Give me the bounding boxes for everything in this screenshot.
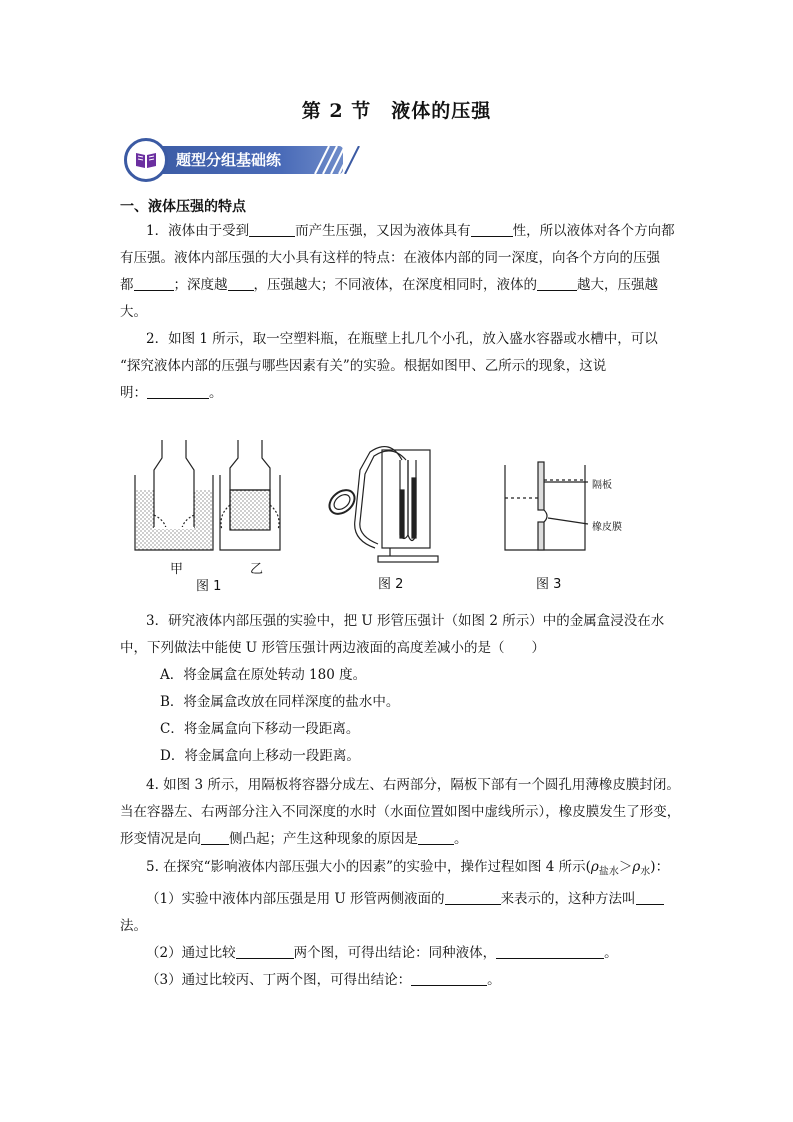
option-c[interactable]: C．将金属盒向下移动一段距离。 [160, 721, 360, 737]
figure-1-yi [220, 440, 280, 550]
subscript: 盐水 [598, 866, 619, 878]
figure-2-caption: 图 2 [378, 577, 404, 592]
question-5 [120, 854, 675, 994]
figure-1-caption: 图 1 [196, 579, 222, 594]
question-2 [120, 326, 675, 407]
text: 法。 [120, 917, 147, 934]
text: 当在容器左、右两部分注入不同深度的水时（水面位置如图中虚线所示），橡皮膜发生了形变， [120, 804, 681, 820]
option-b[interactable]: B．将金属盒改放在同样深度的盐水中。 [160, 694, 400, 710]
section-heading: 一、液体压强的特点 [120, 199, 246, 215]
text: 。 [487, 971, 501, 988]
book-icon [124, 138, 168, 182]
text: 而产生压强，又因为液体具有 [295, 223, 471, 239]
text: 1．液体由于受到 [146, 223, 250, 239]
text: 。 [454, 831, 468, 847]
text: 。 [209, 385, 223, 401]
rho-symbol: ρ [632, 859, 641, 875]
option-a[interactable]: A．将金属盒在原处转动 180 度。 [160, 667, 367, 683]
text: 性，所以液体对各个方向都 [512, 223, 675, 239]
answer-blank[interactable] [236, 944, 294, 959]
figure-1-jia-label: 甲 [170, 562, 184, 577]
text: “探究液体内部的压强与哪些因素有关”的实验。根据如图甲、乙所示的现象，这说 [120, 358, 607, 374]
answer-blank[interactable] [201, 831, 229, 846]
text: 4. 如图 3 所示，用隔板将容器分成左、右两部分，隔板下部有一个圆孔用薄橡皮膜封闭。 [146, 777, 680, 793]
answer-blank[interactable] [147, 385, 209, 400]
text: ＞ [618, 859, 633, 875]
text: ，压强越大；不同液体，在深度相同时，液体的 [253, 277, 537, 293]
text: （2）通过比较 [146, 944, 236, 961]
answer-blank[interactable] [228, 277, 254, 292]
question-1 [120, 218, 675, 326]
text: 3．研究液体内部压强的实验中，把 U 形管压强计（如图 2 所示）中的金属盒浸没在水 [146, 613, 665, 629]
text: 越大，压强越 [577, 277, 658, 293]
text: 两个图，可得出结论：同种液体， [293, 944, 497, 961]
rho-symbol: ρ [590, 859, 599, 875]
figures-row [120, 430, 680, 600]
text: （1）实验中液体内部压强是用 U 形管两侧液面的 [146, 890, 445, 907]
answer-blank[interactable] [249, 223, 295, 238]
text: 侧凸起；产生这种现象的原因是 [229, 831, 418, 847]
option-d[interactable]: D．将金属盒向上移动一段距离。 [160, 748, 360, 764]
figure-2-manometer [325, 447, 438, 562]
answer-blank[interactable] [134, 277, 174, 292]
answer-blank[interactable] [411, 971, 487, 986]
text: 形变情况是向 [120, 831, 201, 847]
text: 2．如图 1 所示，取一空塑料瓶，在瓶壁上扎几个小孔，放入盛水容器或水槽中，可以 [146, 331, 658, 347]
question-4 [120, 772, 681, 853]
figure-3-partition-label: 隔板 [592, 480, 612, 491]
figure-1-yi-label: 乙 [250, 562, 264, 577]
text: 明： [120, 385, 147, 401]
text: 有压强。液体内部压强的大小具有这样的特点：在液体内部的同一深度，向各个方向的压强 [120, 250, 660, 266]
text: 中，下列做法中能使 U 形管压强计两边液面的高度差减小的是（ ） [120, 640, 545, 656]
text: 大。 [120, 304, 147, 320]
text: （3）通过比较丙、丁两个图，可得出结论： [146, 971, 412, 988]
text: 来表示的，这种方法叫 [500, 890, 636, 907]
text: 都 [120, 277, 134, 293]
answer-blank[interactable] [537, 277, 577, 292]
answer-blank[interactable] [418, 831, 454, 846]
figure-3-membrane-label: 橡皮膜 [592, 522, 622, 533]
answer-blank[interactable] [496, 944, 604, 959]
question-3 [120, 608, 675, 770]
subscript: 水 [640, 866, 651, 878]
text: )： [650, 859, 670, 875]
answer-blank[interactable] [471, 223, 513, 238]
text: 5. 在探究“影响液体内部压强大小的因素”的实验中，操作过程如图 4 所示( [146, 859, 591, 875]
banner-stripes [305, 146, 360, 174]
banner-text: 题型分组基础练 [176, 151, 282, 169]
figure-1-jia [135, 440, 213, 550]
figure-3-caption: 图 3 [536, 577, 562, 592]
section-banner [120, 138, 360, 182]
text: 。 [604, 944, 618, 961]
text: ；深度越 [173, 277, 228, 293]
figure-3-container [505, 462, 588, 550]
page-title: 第 2 节 液体的压强 [301, 100, 492, 122]
answer-blank[interactable] [445, 890, 501, 905]
answer-blank[interactable] [636, 890, 664, 905]
